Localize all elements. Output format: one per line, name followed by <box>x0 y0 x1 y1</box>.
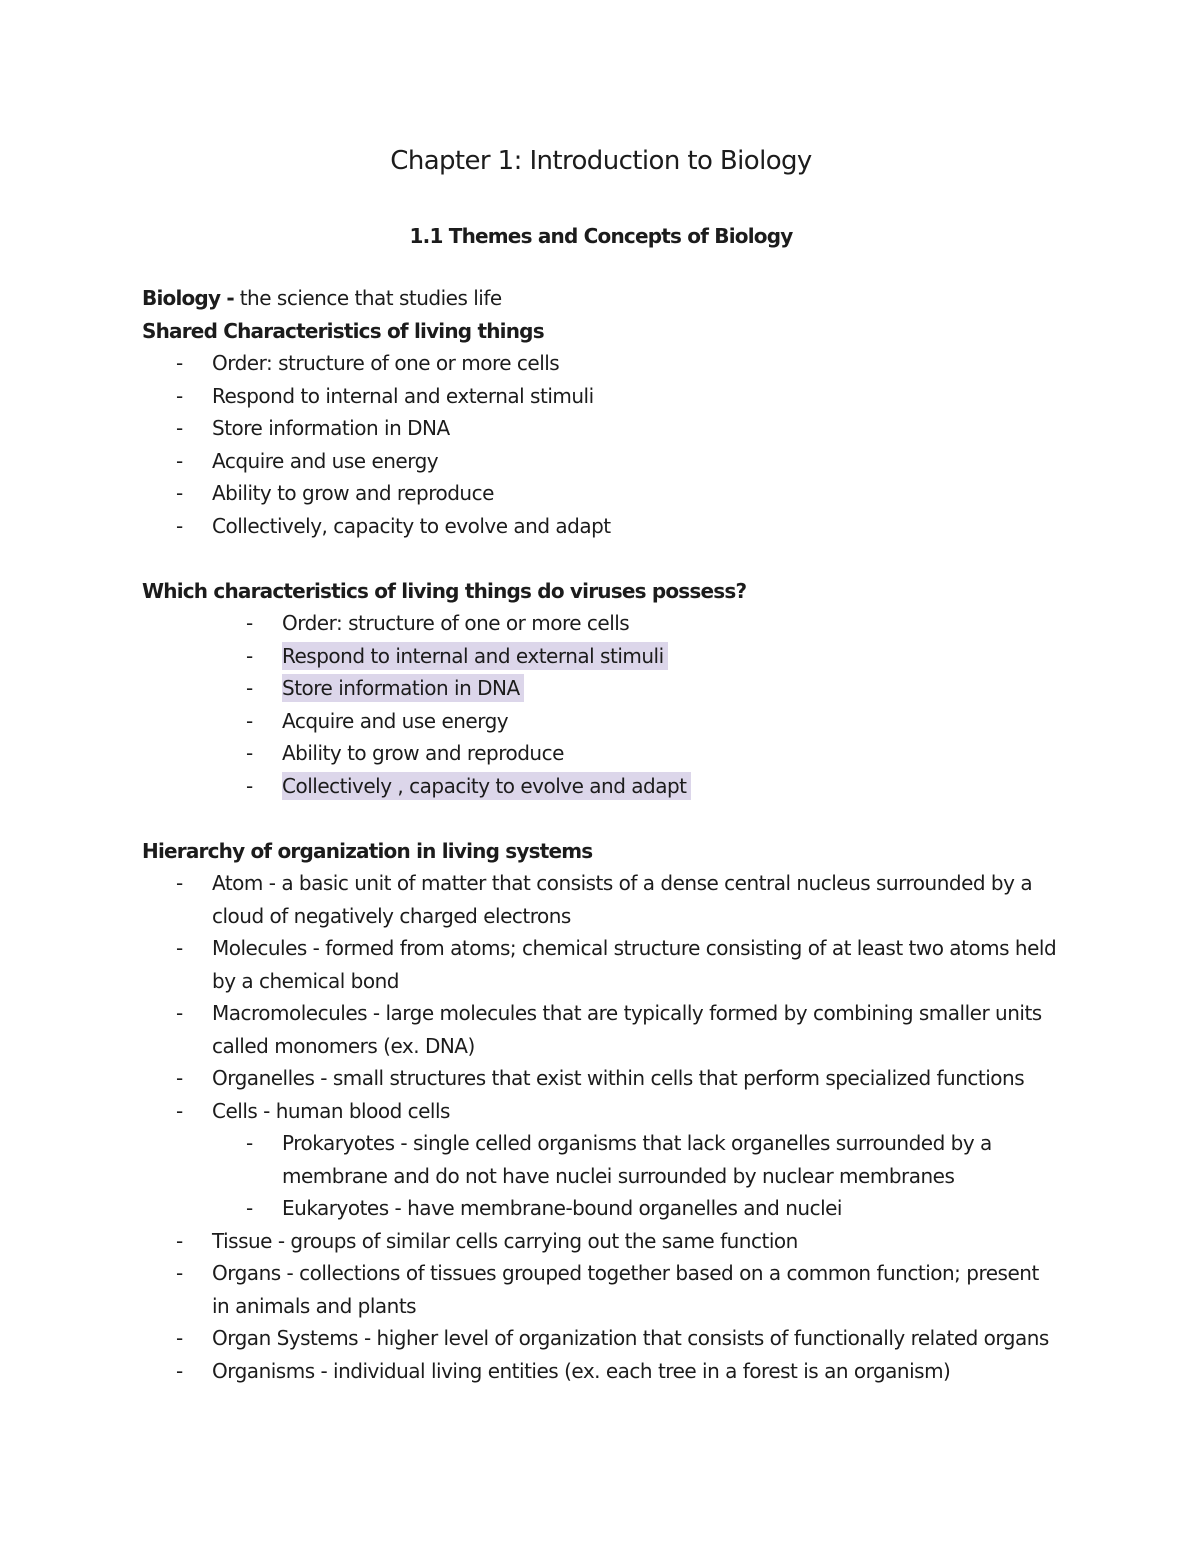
list-item-text: Order: structure of one or more cells <box>282 611 630 635</box>
highlighted-text: Respond to internal and external stimuli <box>282 642 668 670</box>
section-title: 1.1 Themes and Concepts of Biology <box>409 224 793 248</box>
cells-sublist <box>142 1127 1060 1225</box>
list-item <box>142 770 1060 803</box>
list-item <box>142 705 1060 738</box>
hierarchy-list-continued <box>142 1225 1060 1388</box>
list-item: - Order: structure of one or more cells <box>142 347 1060 380</box>
list-item: - Cells - human blood cells <box>142 1095 1060 1128</box>
list-item: - Organ Systems - higher level of organization that consists of functionally related organs <box>142 1322 1060 1355</box>
list-item: - Respond to internal and external stimuli <box>142 380 1060 413</box>
list-item <box>142 737 1060 770</box>
list-item: - Molecules - formed from atoms; chemical structure consisting of at least two atoms held by a chemical bond <box>142 932 1060 997</box>
hierarchy-list <box>142 867 1060 1127</box>
list-item: - Organs - collections of tissues grouped together based on a common function; present in animals and plants <box>142 1257 1060 1322</box>
highlighted-text: Collectively , capacity to evolve and adapt <box>282 772 691 800</box>
list-item <box>142 672 1060 705</box>
biology-definition <box>142 282 1060 315</box>
viruses-heading: Which characteristics of living things do viruses possess? <box>142 578 747 603</box>
list-item: - Store information in DNA <box>142 412 1060 445</box>
chapter-title: Chapter 1: Introduction to Biology <box>390 146 812 176</box>
list-item: - Organisms - individual living entities (ex. each tree in a forest is an organism) <box>142 1355 1060 1388</box>
list-item: - Macromolecules - large molecules that are typically formed by combining smaller units called monomers (ex. DNA) <box>142 997 1060 1062</box>
definition-term: Biology - <box>142 286 234 310</box>
shared-list <box>142 347 1060 542</box>
viruses-list <box>142 607 1060 802</box>
list-item: - Collectively, capacity to evolve and adapt <box>142 510 1060 543</box>
list-item <box>142 640 1060 673</box>
definition-text: the science that studies life <box>233 286 502 310</box>
list-item: - Organelles - small structures that exist within cells that perform specialized functions <box>142 1062 1060 1095</box>
list-item: - Atom - a basic unit of matter that consists of a dense central nucleus surrounded by a cloud of negatively charged electrons <box>142 867 1060 932</box>
shared-heading: Shared Characteristics of living things <box>142 318 544 343</box>
list-item: - Tissue - groups of similar cells carrying out the same function <box>142 1225 1060 1258</box>
sublist-item: - Eukaryotes - have membrane-bound organelles and nuclei <box>142 1192 1060 1225</box>
list-item-text: Acquire and use energy <box>282 708 509 733</box>
hierarchy-heading: Hierarchy of organization in living systems <box>142 838 593 863</box>
list-item-text: Ability to grow and reproduce <box>282 741 564 765</box>
highlighted-text: Store information in DNA <box>282 674 524 702</box>
list-item: - Acquire and use energy <box>142 445 1060 478</box>
list-item <box>142 607 1060 640</box>
sublist-item: - Prokaryotes - single celled organisms that lack organelles surrounded by a membrane and do not have nuclei surrounded by nuclear membranes <box>142 1127 1060 1192</box>
list-item: - Ability to grow and reproduce <box>142 477 1060 510</box>
